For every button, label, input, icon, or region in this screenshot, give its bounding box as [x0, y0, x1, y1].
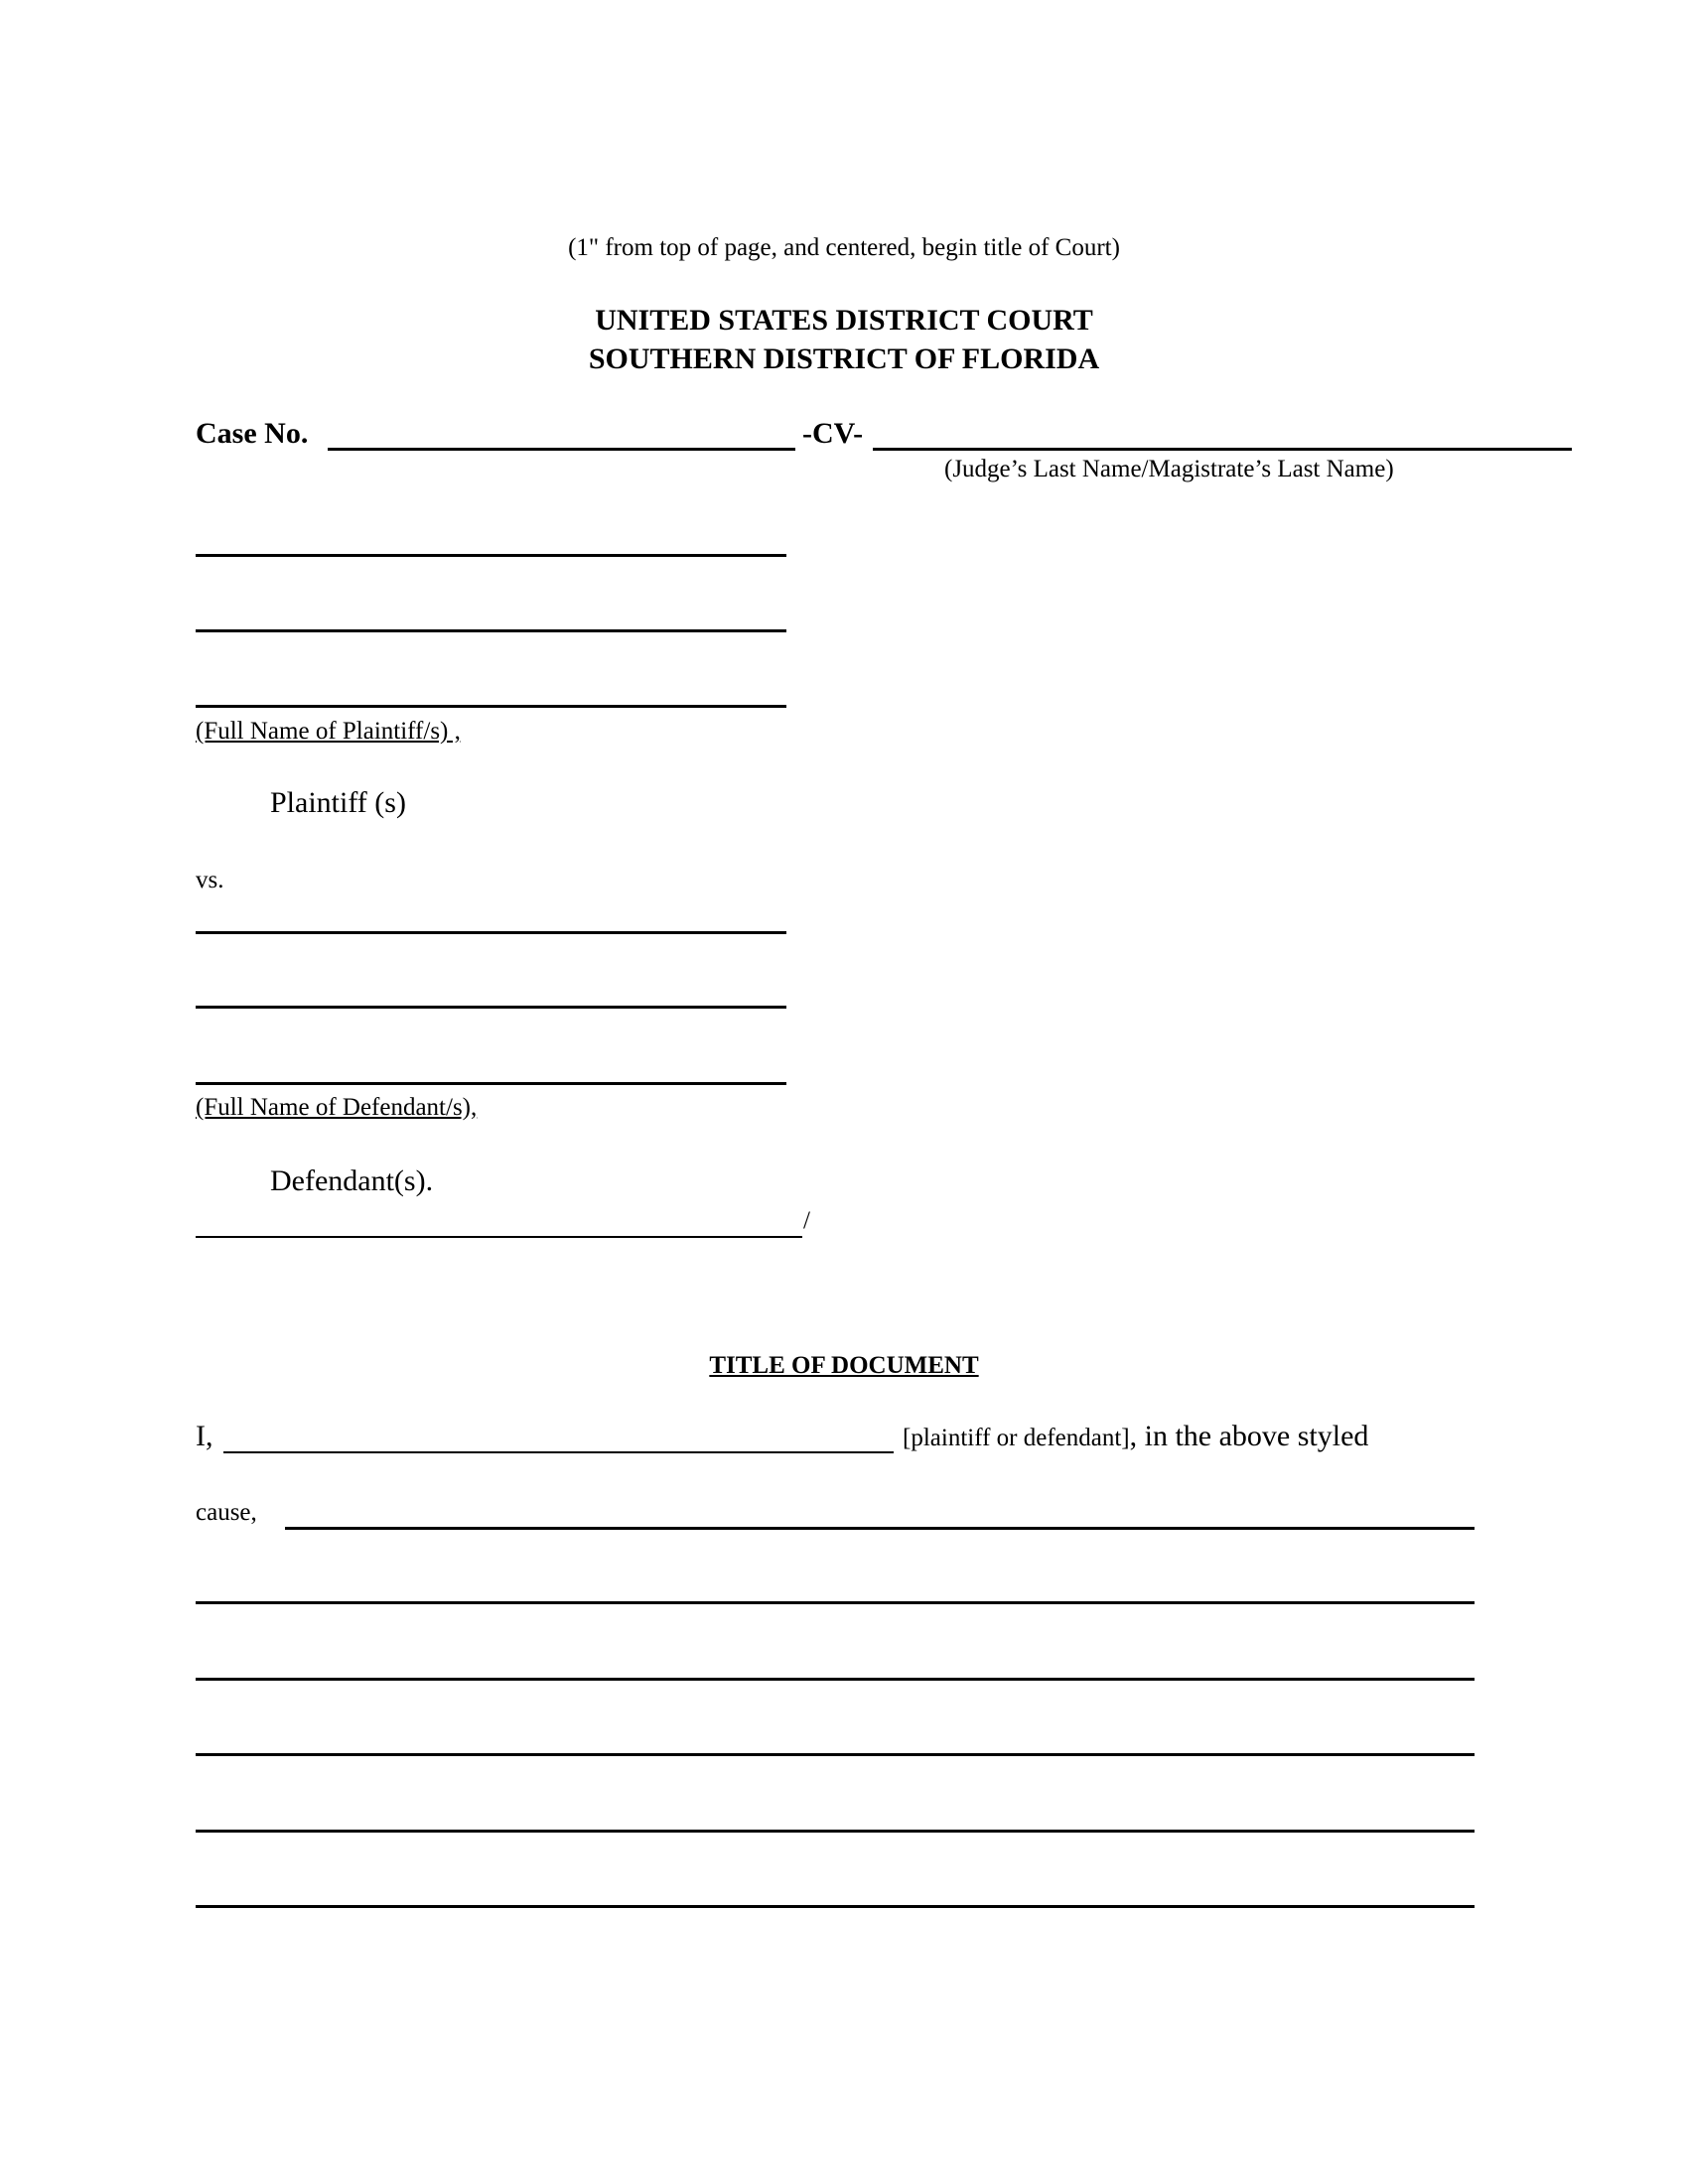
court-title-line1: UNITED STATES DISTRICT COURT: [595, 304, 1093, 337]
caption-closing-line: [196, 1236, 802, 1238]
body-line-2[interactable]: [196, 1601, 1475, 1604]
body-line-6[interactable]: [196, 1905, 1475, 1908]
statement-text: [903, 1420, 1368, 1453]
defendant-label: Defendant(s).: [270, 1164, 434, 1197]
defendant-name-field-2[interactable]: [196, 1006, 786, 1009]
defendant-name-field-1[interactable]: [196, 931, 786, 934]
judge-name-field[interactable]: [873, 448, 1572, 451]
plaintiff-label: Plaintiff (s): [270, 786, 406, 819]
body-line-3[interactable]: [196, 1678, 1475, 1681]
plaintiff-name-field-2[interactable]: [196, 629, 786, 632]
plaintiff-name-field-3[interactable]: [196, 705, 786, 708]
filer-name-field[interactable]: [223, 1451, 894, 1453]
document-title: TITLE OF DOCUMENT: [709, 1352, 979, 1379]
court-title-line2: SOUTHERN DISTRICT OF FLORIDA: [588, 342, 1100, 375]
vs-label: vs.: [196, 867, 224, 893]
plaintiff-name-field-1[interactable]: [196, 554, 786, 557]
body-line-4[interactable]: [196, 1753, 1475, 1756]
defendant-name-field-3[interactable]: [196, 1082, 786, 1085]
judge-note: (Judge’s Last Name/Magistrate’s Last Name): [944, 456, 1394, 482]
case-number-field[interactable]: [328, 448, 795, 451]
cv-label: -CV-: [802, 417, 864, 450]
statement-tail: , in the above styled: [1129, 1420, 1369, 1452]
defendant-note: (Full Name of Defendant/s),: [196, 1094, 478, 1121]
role-note: [plaintiff or defendant]: [903, 1425, 1130, 1451]
plaintiff-note: (Full Name of Plaintiff/s) ,: [196, 718, 461, 745]
caption-slash: /: [803, 1207, 810, 1234]
cause-label: cause,: [196, 1499, 257, 1526]
body-line-1[interactable]: [285, 1527, 1475, 1530]
case-number-label: Case No.: [196, 417, 309, 450]
instruction-note: (1" from top of page, and centered, begin title of Court): [568, 234, 1120, 261]
body-line-5[interactable]: [196, 1830, 1475, 1833]
i-label: I,: [196, 1420, 213, 1452]
